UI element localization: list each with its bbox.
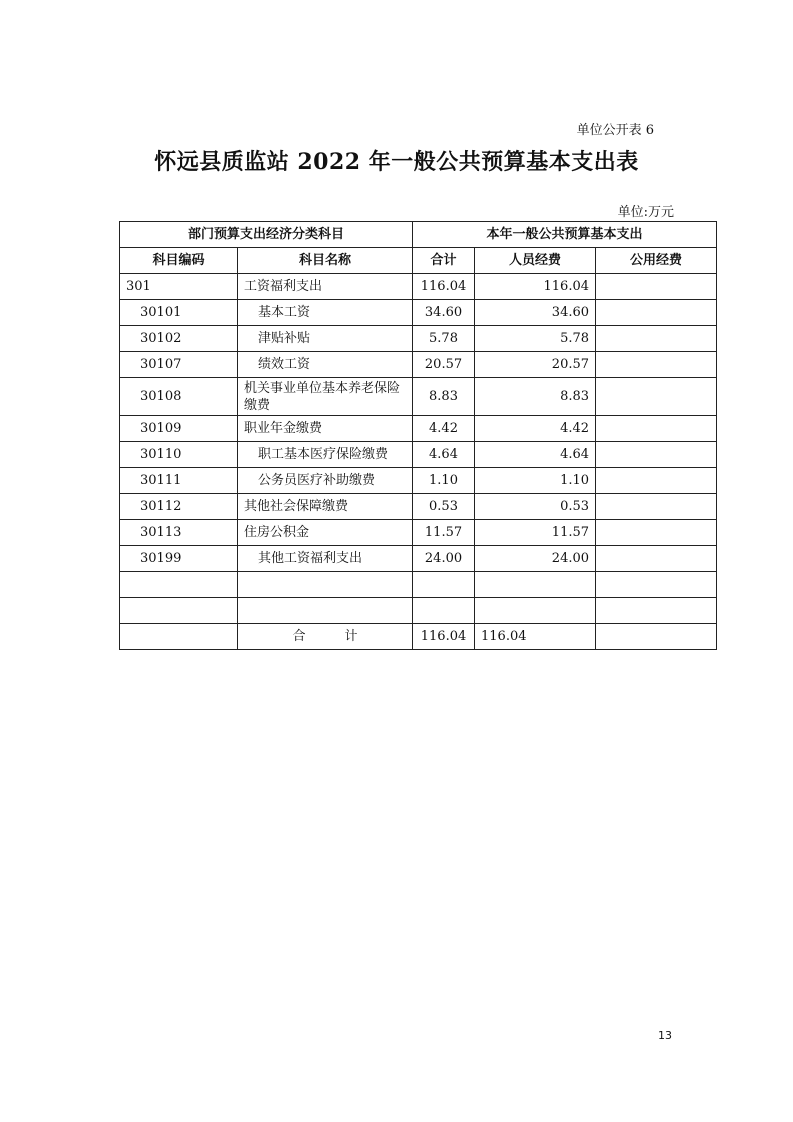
subject-code-cell: 30111 [120, 468, 238, 494]
public-cell [596, 546, 717, 572]
personnel-cell: 4.64 [475, 442, 596, 468]
subject-code-cell: 30112 [120, 494, 238, 520]
table-row [120, 442, 717, 468]
totals-personnel-cell: 116.04 [475, 624, 596, 650]
header-total: 合计 [413, 248, 475, 274]
empty-row [120, 598, 717, 624]
public-cell [596, 468, 717, 494]
empty-cell [120, 598, 238, 624]
empty-cell [413, 598, 475, 624]
totals-label: 合 计 [238, 624, 413, 650]
subject-name-cell: 公务员医疗补助缴费 [238, 468, 413, 494]
subject-code-cell: 30199 [120, 546, 238, 572]
subject-name-cell: 职工基本医疗保险缴费 [238, 442, 413, 468]
public-cell [596, 520, 717, 546]
empty-cell [596, 598, 717, 624]
subject-code-cell: 301 [120, 274, 238, 300]
total-cell: 4.64 [413, 442, 475, 468]
page-number: 13 [658, 1029, 672, 1042]
empty-row [120, 572, 717, 598]
total-cell: 24.00 [413, 546, 475, 572]
header-economic-classification: 部门预算支出经济分类科目 [120, 222, 413, 248]
total-cell: 11.57 [413, 520, 475, 546]
subject-name-cell: 机关事业单位基本养老保险缴费 [238, 378, 413, 416]
subject-code-cell: 30101 [120, 300, 238, 326]
total-cell: 0.53 [413, 494, 475, 520]
personnel-cell: 5.78 [475, 326, 596, 352]
public-cell [596, 300, 717, 326]
subject-name-cell: 工资福利支出 [238, 274, 413, 300]
empty-cell [238, 572, 413, 598]
header-subject-name: 科目名称 [238, 248, 413, 274]
personnel-cell: 11.57 [475, 520, 596, 546]
table-row [120, 274, 717, 300]
empty-cell [475, 572, 596, 598]
table-row [120, 494, 717, 520]
public-cell [596, 494, 717, 520]
personnel-cell: 1.10 [475, 468, 596, 494]
table-row [120, 546, 717, 572]
table-row [120, 300, 717, 326]
public-cell [596, 326, 717, 352]
total-cell: 34.60 [413, 300, 475, 326]
table-row [120, 352, 717, 378]
totals-total-cell: 116.04 [413, 624, 475, 650]
total-cell: 4.42 [413, 416, 475, 442]
subject-name-cell: 其他工资福利支出 [238, 546, 413, 572]
public-cell [596, 416, 717, 442]
totals-row [120, 624, 717, 650]
subject-code-cell: 30113 [120, 520, 238, 546]
header-columns-row [120, 248, 717, 274]
subject-name-cell: 绩效工资 [238, 352, 413, 378]
personnel-cell: 4.42 [475, 416, 596, 442]
table-row [120, 520, 717, 546]
empty-cell [120, 572, 238, 598]
empty-cell [413, 572, 475, 598]
empty-cell [596, 624, 717, 650]
empty-cell [475, 598, 596, 624]
table-row [120, 468, 717, 494]
empty-cell [120, 624, 238, 650]
document-title: 怀远县质监站 2022 年一般公共预算基本支出表 [154, 149, 639, 175]
budget-table [119, 221, 717, 650]
subject-name-cell: 基本工资 [238, 300, 413, 326]
personnel-cell: 20.57 [475, 352, 596, 378]
header-basic-expenditure: 本年一般公共预算基本支出 [413, 222, 717, 248]
subject-code-cell: 30102 [120, 326, 238, 352]
table-row [120, 326, 717, 352]
unit-label: 单位:万元 [617, 205, 674, 220]
personnel-cell: 0.53 [475, 494, 596, 520]
total-cell: 8.83 [413, 378, 475, 416]
header-personnel-expense: 人员经费 [475, 248, 596, 274]
subject-name-cell: 职业年金缴费 [238, 416, 413, 442]
table-row [120, 416, 717, 442]
total-cell: 5.78 [413, 326, 475, 352]
header-public-expense: 公用经费 [596, 248, 717, 274]
public-cell [596, 274, 717, 300]
header-group-row [120, 222, 717, 248]
subject-name-cell: 其他社会保障缴费 [238, 494, 413, 520]
table-row [120, 378, 717, 416]
personnel-cell: 116.04 [475, 274, 596, 300]
empty-cell [596, 572, 717, 598]
subject-code-cell: 30107 [120, 352, 238, 378]
empty-cell [238, 598, 413, 624]
table-label: 单位公开表 6 [576, 123, 654, 138]
subject-name-cell: 津贴补贴 [238, 326, 413, 352]
total-cell: 1.10 [413, 468, 475, 494]
personnel-cell: 34.60 [475, 300, 596, 326]
public-cell [596, 378, 717, 416]
subject-code-cell: 30108 [120, 378, 238, 416]
subject-name-cell: 住房公积金 [238, 520, 413, 546]
total-cell: 20.57 [413, 352, 475, 378]
subject-code-cell: 30109 [120, 416, 238, 442]
personnel-cell: 24.00 [475, 546, 596, 572]
public-cell [596, 352, 717, 378]
personnel-cell: 8.83 [475, 378, 596, 416]
subject-code-cell: 30110 [120, 442, 238, 468]
total-cell: 116.04 [413, 274, 475, 300]
public-cell [596, 442, 717, 468]
header-subject-code: 科目编码 [120, 248, 238, 274]
